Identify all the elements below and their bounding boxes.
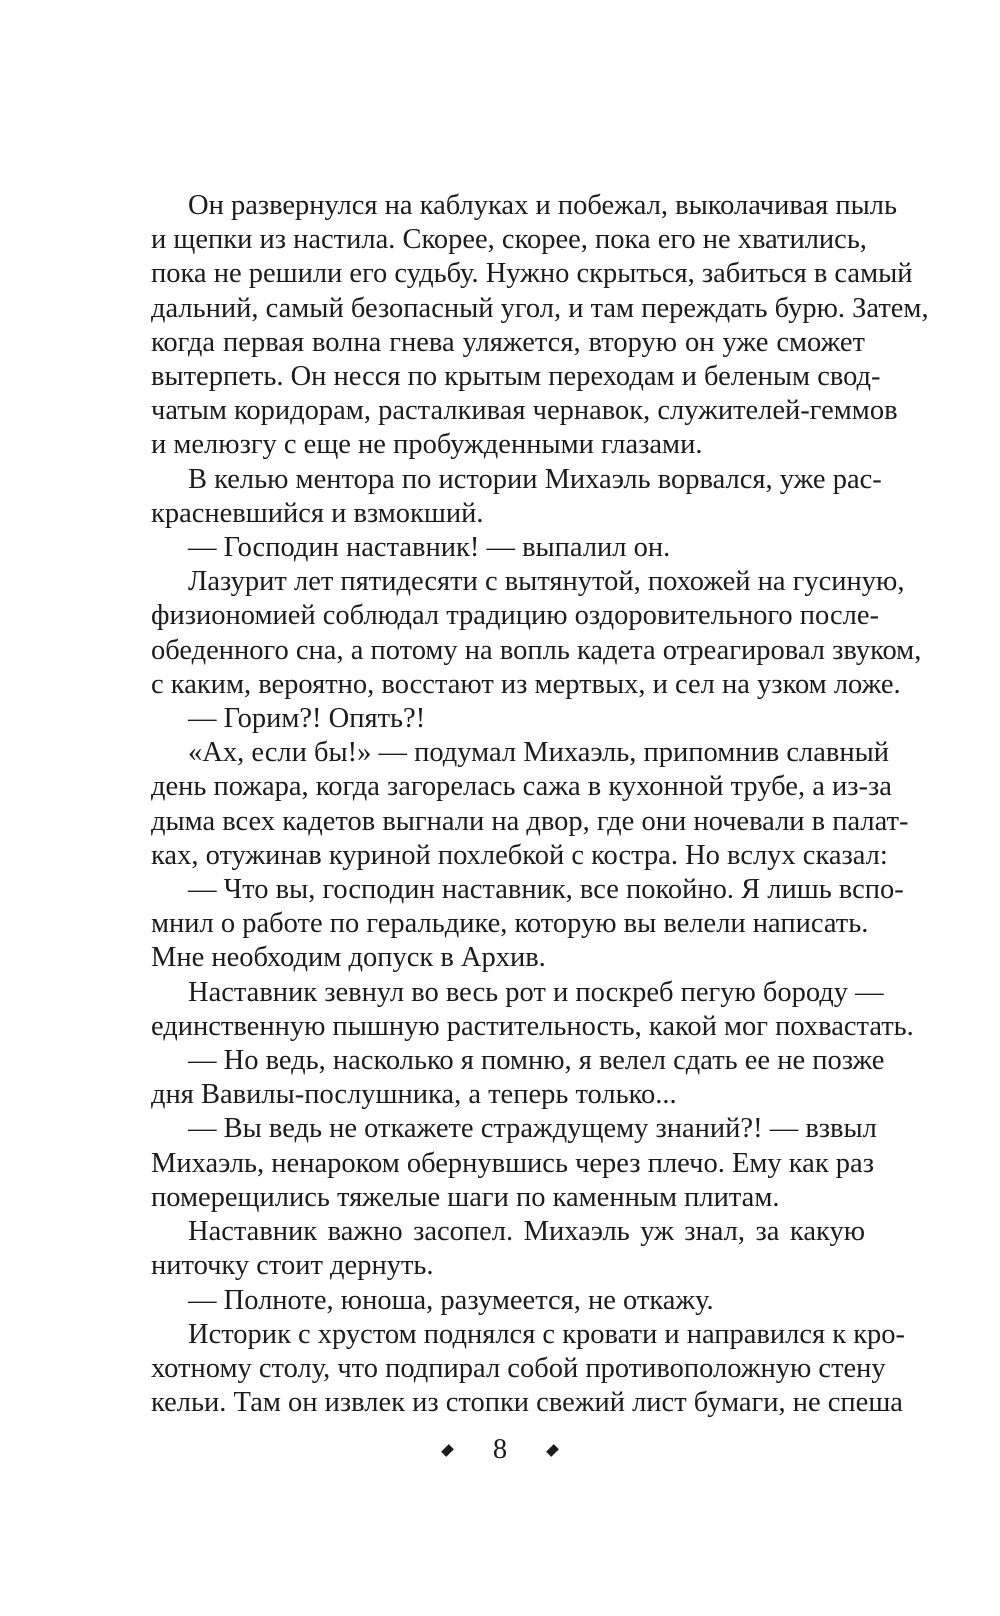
paragraph (151, 565, 922, 702)
text-line: и щепки из настила. Скорее, скорее, пока его не хватились, (151, 224, 867, 256)
paragraph (151, 1215, 865, 1283)
page-footer (0, 1430, 1000, 1470)
diamond-icon (546, 1444, 559, 1457)
text-line: вытерпеть. Он несся по крытым переходам и беленым свод- (151, 361, 881, 393)
text-line: день пожара, когда загорелась сажа в кухонной трубе, а из-за (151, 771, 892, 803)
text-line: Лазурит лет пятидесяти с вытянутой, похожей на гусиную, (188, 566, 905, 598)
text-line: хотному столу, что подпирал собой противоположную стену (151, 1352, 886, 1384)
text-line: Михаэль, ненароком обернувшись через плечо. Ему как раз (151, 1147, 874, 1179)
text-line: единственную пышную растительность, какой мог похвастать. (151, 1010, 914, 1042)
paragraph (151, 189, 929, 463)
text-line: обеденного сна, а потому на вопль кадета отреагировал звуком, (151, 634, 922, 666)
paragraph (151, 1318, 906, 1421)
page-number: 8 (492, 1434, 508, 1465)
text-line: — Вы ведь не откажете страждущему знаний?! — взвыл (188, 1113, 877, 1145)
text-line: дня Вавилы-послушника, а теперь только... (151, 1079, 677, 1111)
paragraph (151, 1044, 885, 1112)
text-line: кельи. Там он извлек из стопки свежий лист бумаги, не спеша (151, 1387, 903, 1419)
text-line: померещились тяжелые шаги по каменным плитам. (151, 1181, 780, 1213)
paragraph (151, 1112, 877, 1215)
text-line: физиономией соблюдал традицию оздоровительного после- (151, 600, 879, 632)
text-line: Историк с хрустом поднялся с кровати и направился к кро- (188, 1318, 906, 1350)
paragraph (151, 463, 882, 531)
text-line: ниточку стоит дернуть. (151, 1250, 434, 1282)
text-line: Он развернулся на каблуках и побежал, выколачивая пыль (188, 190, 897, 221)
text-line: мнил о работе по геральдике, которую вы велели написать. (151, 908, 869, 940)
text-line: Мне необходим допуск в Архив. (151, 942, 546, 974)
text-line: пока не решили его судьбу. Нужно скрыться, забиться в самый (151, 258, 913, 290)
text-line: В келью ментора по истории Михаэль ворвался, уже рас- (188, 463, 882, 495)
text-line: «Ах, если бы!» — подумал Михаэль, припомнив славный (188, 737, 889, 769)
text-line: ках, отужинав куриной похлебкой с костра. Но вслух сказал: (151, 839, 888, 871)
text-line: — Горим?! Опять?! (188, 703, 426, 735)
paragraph (151, 702, 865, 736)
paragraph (151, 531, 865, 565)
text-line: Наставник зевнул во весь рот и поскреб пегую бороду — (188, 976, 884, 1008)
text-line: — Но ведь, насколько я помню, я велел сдать ее не позже (188, 1045, 885, 1077)
text-line: красневшийся и взмокший. (151, 497, 484, 529)
paragraph (151, 736, 909, 873)
text-line: когда первая волна гнева уляжется, вторую он уже сможет (151, 326, 865, 358)
text-line: дальний, самый безопасный угол, и там переждать бурю. Затем, (151, 292, 929, 324)
body-text (151, 189, 929, 1420)
paragraph (151, 873, 904, 976)
paragraph (151, 976, 914, 1044)
text-line: — Что вы, господин наставник, все покойно. Я лишь вспо- (188, 874, 904, 906)
text-line: с каким, вероятно, восстают из мертвых, и сел на узком ложе. (151, 668, 901, 700)
text-line: — Господин наставник! — выпалил он. (188, 532, 671, 564)
text-line: — Полноте, юноша, разумеется, не откажу. (188, 1284, 714, 1316)
diamond-icon (441, 1444, 454, 1457)
paragraph (151, 1284, 865, 1318)
text-line: Наставник важно засопел. Михаэль уж знал, за какую (188, 1216, 865, 1248)
text-line: дыма всех кадетов выгнали на двор, где они ночевали в палат- (151, 805, 909, 837)
text-line: и мелюзгу с еще не пробужденными глазами. (151, 429, 703, 461)
text-line: чатым коридорам, расталкивая чернавок, служителей-геммов (151, 395, 898, 427)
